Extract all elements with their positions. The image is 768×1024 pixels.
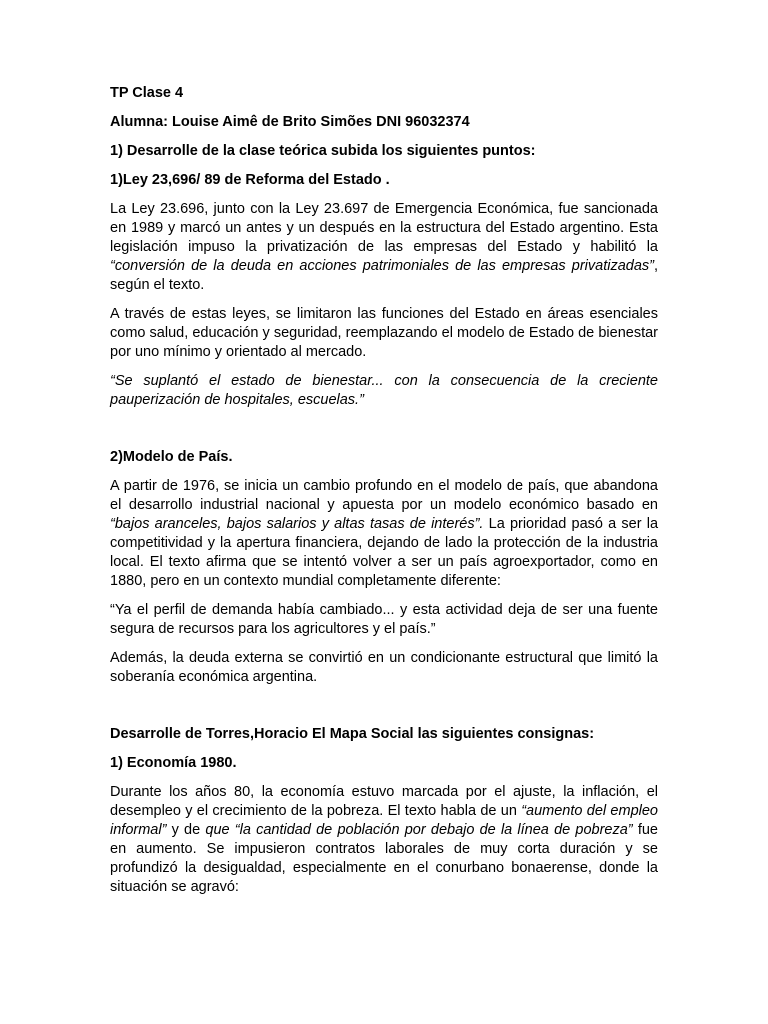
section-1-heading: 1)Ley 23,696/ 89 de Reforma del Estado . bbox=[110, 172, 390, 188]
task-2-heading: Desarrolle de Torres,Horacio El Mapa Social las siguientes consignas: bbox=[110, 726, 595, 742]
text-run: y de bbox=[166, 822, 206, 838]
text-run: A partir de 1976, se inicia un cambio profundo en el modelo de país, que abandona el desarrollo industrial nacional y apuesta por un modelo económico basado en bbox=[110, 478, 658, 513]
text-run: fue en aumento. Se impusieron contratos laborales de muy corta duración y se profundizó la desigualdad, especialmente en el conurbano bonaerense, donde la situación se agravó: bbox=[110, 822, 658, 895]
italic-quote: que “la cantidad de población por debajo de la línea de pobreza” bbox=[205, 822, 633, 838]
italic-quote: “bajos aranceles, bajos salarios y altas tasas de interés”. bbox=[110, 516, 484, 532]
task-1-heading: 1) Desarrolle de la clase teórica subida los siguientes puntos: bbox=[110, 143, 536, 159]
text-run: , según el texto. bbox=[110, 258, 658, 293]
blank-line bbox=[110, 697, 658, 725]
section-1-paragraph-1 bbox=[110, 200, 658, 295]
section-1-paragraph-2: A través de estas leyes, se limitaron las funciones del Estado en áreas esenciales como salud, educación y seguridad, reemplazando el modelo de Estado de bienestar por uno mínimo y orientado al mercado. bbox=[110, 306, 658, 360]
section-3-heading: 1) Economía 1980. bbox=[110, 755, 237, 771]
text-run: La Ley 23.696, junto con la Ley 23.697 de Emergencia Económica, fue sancionada en 1989 y marcó un antes y un después en la estructura del Estado argentino. Esta legislación impuso la privatización de las empresas del Estado y habilitó la bbox=[110, 201, 658, 255]
text-run: Durante los años 80, la economía estuvo marcada por el ajuste, la inflación, el desempleo y el crecimiento de la pobreza. El texto habla de un bbox=[110, 784, 658, 819]
section-2-paragraph-1 bbox=[110, 477, 658, 591]
italic-quote: “conversión de la deuda en acciones patrimoniales de las empresas privatizadas” bbox=[110, 258, 654, 274]
italic-quote: “aumento del empleo informal” bbox=[110, 803, 658, 838]
section-3-paragraph-1 bbox=[110, 783, 658, 897]
doc-title: TP Clase 4 bbox=[110, 85, 184, 101]
blank-line bbox=[110, 420, 658, 448]
text-run: La prioridad pasó a ser la competitividad y la apertura financiera, dejando de lado la protección de la industria local. El texto afirma que se intentó volver a ser un país agroexportador, como en 1880, pero en un contexto mundial completamente diferente: bbox=[110, 516, 659, 589]
section-2-heading: 2)Modelo de País. bbox=[110, 449, 233, 465]
section-1-quote: “Se suplantó el estado de bienestar... con la consecuencia de la creciente pauperización de hospitales, escuelas.” bbox=[110, 373, 658, 408]
section-2-paragraph-3: Además, la deuda externa se convirtió en un condicionante estructural que limitó la soberanía económica argentina. bbox=[110, 650, 658, 685]
student-line: Alumna: Louise Aimê de Brito Simões DNI 96032374 bbox=[110, 114, 470, 130]
section-2-quote: “Ya el perfil de demanda había cambiado... y esta actividad deja de ser una fuente segura de recursos para los agricultores y el país.” bbox=[110, 602, 658, 637]
